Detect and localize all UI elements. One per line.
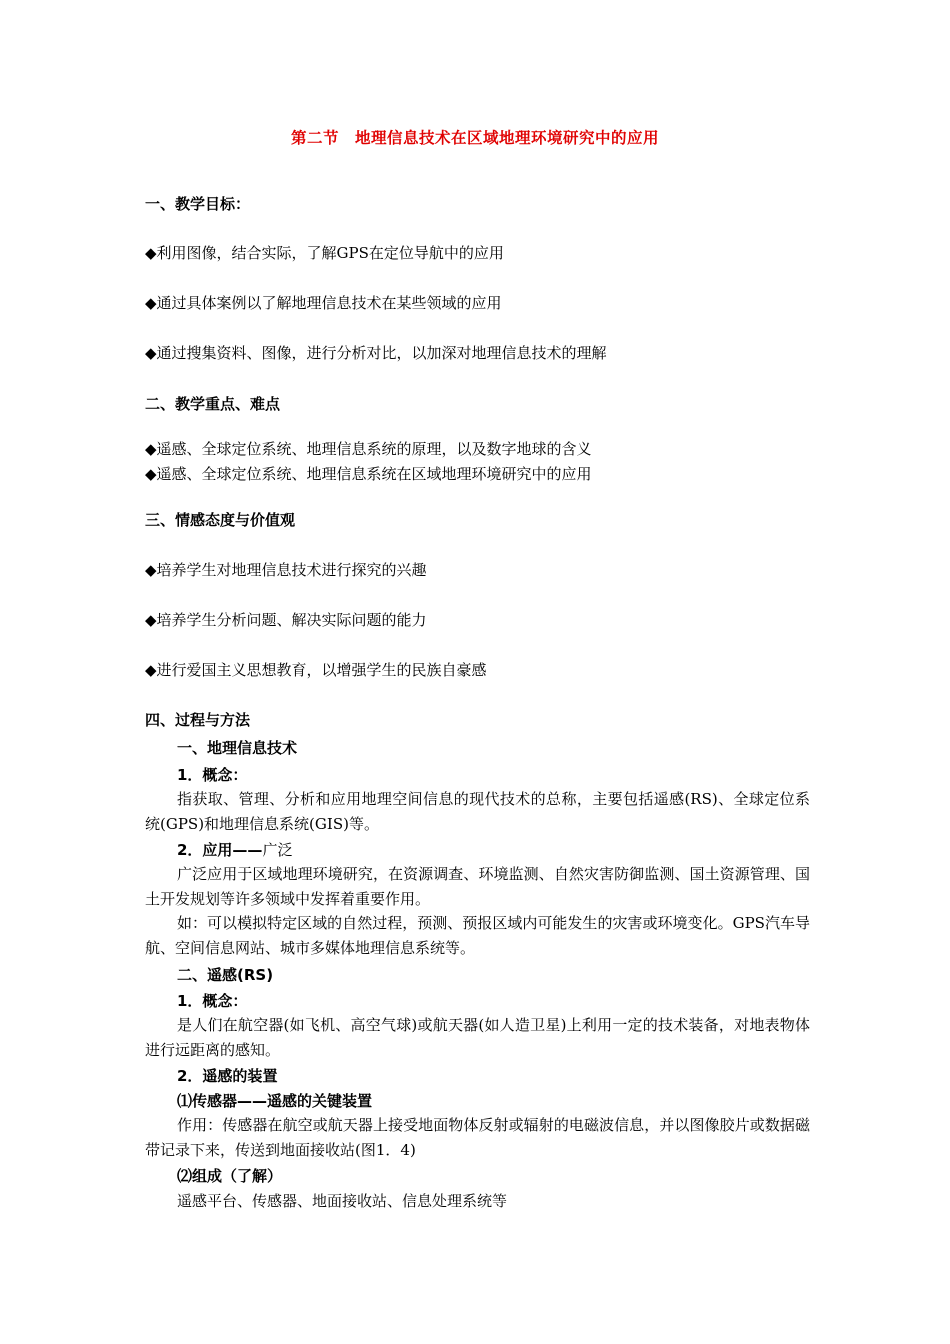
- application-paragraph: 广泛应用于区域地理环境研究，在资源调查、环境监测、自然灾害防御监测、国土资源管理、国土开发规划等许多领域中发挥着重要作用。: [145, 865, 810, 908]
- application-label-bold: 2．应用——: [177, 841, 263, 859]
- concept-label: 1．概念：: [177, 992, 248, 1010]
- section-heading-keypoints: 二、教学重点、难点: [145, 395, 281, 413]
- concept-label: 1．概念：: [177, 766, 248, 784]
- list-item: ◆遥感、全球定位系统、地理信息系统在区域地理环境研究中的应用: [145, 465, 592, 483]
- list-item: ◆进行爱国主义思想教育，以增强学生的民族自豪感: [145, 661, 487, 679]
- composition-label: ⑵组成（了解）: [177, 1167, 283, 1185]
- list-item: ◆通过搜集资料、图像，进行分析对比，以加深对地理信息技术的理解: [145, 344, 607, 362]
- sensor-paragraph: 作用：传感器在航空或航天器上接受地面物体反射或辐射的电磁波信息，并以图像胶片或数据磁带记录下来，传送到地面接收站(图1．4): [145, 1116, 810, 1159]
- list-item: ◆培养学生对地理信息技术进行探究的兴趣: [145, 561, 427, 579]
- section-heading-attitudes: 三、情感态度与价值观: [145, 511, 296, 529]
- list-item: ◆通过具体案例以了解地理信息技术在某些领域的应用: [145, 294, 502, 312]
- concept-paragraph: 指获取、管理、分析和应用地理空间信息的现代技术的总称，主要包括遥感(RS)、全球定位系统(GPS)和地理信息系统(GIS)等。: [145, 790, 810, 833]
- page-title: 第二节 地理信息技术在区域地理环境研究中的应用: [290, 129, 659, 147]
- list-item: ◆培养学生分析问题、解决实际问题的能力: [145, 611, 427, 629]
- list-item: ◆利用图像，结合实际，了解GPS在定位导航中的应用: [145, 244, 504, 262]
- sensor-label: ⑴传感器——遥感的关键装置: [177, 1092, 373, 1110]
- example-paragraph: 如：可以模拟特定区域的自然过程，预测、预报区域内可能发生的灾害或环境变化。GPS汽车导航、空间信息网站、城市多媒体地理信息系统等。: [145, 914, 810, 957]
- application-label: [177, 840, 292, 860]
- composition-text: 遥感平台、传感器、地面接收站、信息处理系统等: [177, 1192, 508, 1210]
- section-heading-process: 四、过程与方法: [145, 711, 251, 729]
- list-item: ◆遥感、全球定位系统、地理信息系统的原理，以及数字地球的含义: [145, 440, 592, 458]
- subsection-heading-rs: 二、遥感(RS): [177, 966, 274, 984]
- section-heading-objectives: 一、教学目标：: [145, 195, 251, 213]
- application-label-rest: 广泛: [262, 841, 293, 859]
- subsection-heading-geo-tech: 一、地理信息技术: [177, 739, 298, 757]
- device-label: 2．遥感的装置: [177, 1067, 278, 1085]
- concept-paragraph: 是人们在航空器(如飞机、高空气球)或航天器(如人造卫星)上利用一定的技术装备，对地表物体进行远距离的感知。: [145, 1016, 810, 1059]
